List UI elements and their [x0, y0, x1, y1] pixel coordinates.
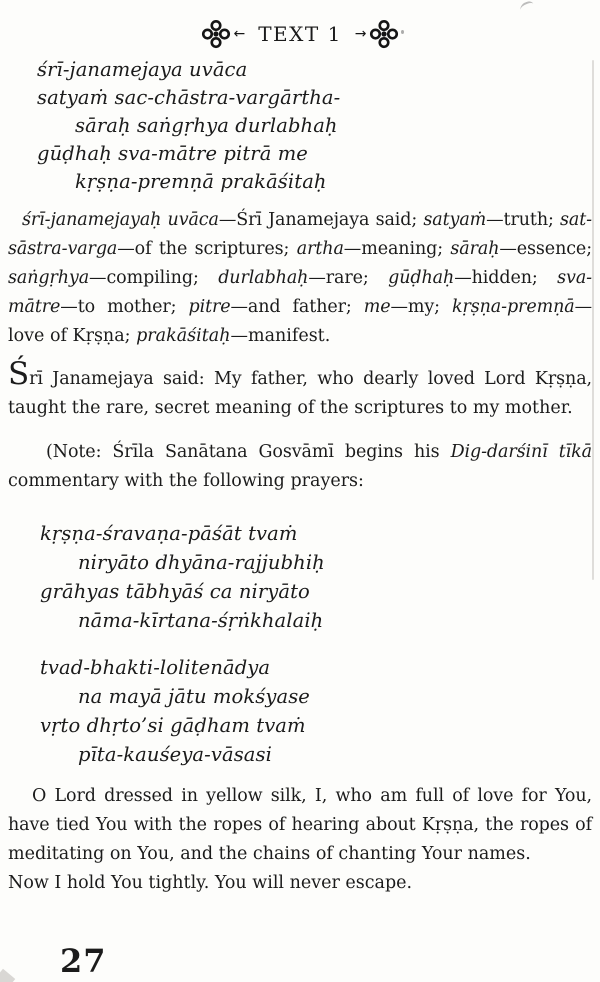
ornament-right	[355, 19, 399, 49]
scan-speck-artifact	[401, 30, 404, 34]
verse-line: satyaṁ sac-chāstra-vargārtha-	[37, 86, 341, 109]
verse-line: nāma-kīrtana-śṛṅkhalaiḥ	[78, 609, 324, 632]
glossary-paragraph	[8, 206, 592, 351]
fleuron-icon	[201, 19, 231, 49]
closing-line: meditating on You, and the chains of chanting Your names.	[8, 844, 531, 864]
glossary-line: mātre—to mother; pitre—and father; me—my; kṛṣṇa-premṇā—	[8, 297, 592, 317]
ornament-left	[201, 19, 245, 49]
verse-line: kṛṣṇa-premṇā prakāśitaḥ	[75, 170, 327, 193]
page-title: TEXT 1	[258, 22, 342, 46]
verse-line: kṛṣṇa-śravaṇa-pāśāt tvaṁ	[40, 522, 298, 545]
scan-corner-artifact	[0, 969, 15, 982]
verse-line: pīta-kauśeya-vāsasi	[78, 743, 272, 766]
note-paragraph	[8, 438, 592, 496]
glossary-line: saṅgṛhya—compiling; durlabhaḥ—rare; gūḍhaḥ—hidden; sva-	[8, 268, 592, 288]
closing-line: Now I hold You tightly. You will never escape.	[8, 873, 413, 893]
translation-paragraph	[8, 356, 592, 423]
verse-line: tvad-bhakti-lolitenādya	[40, 656, 271, 679]
verse-line: niryāto dhyāna-rajjubhiḥ	[78, 551, 325, 574]
closing-line: O Lord dressed in yellow silk, I, who am full of love for You,	[32, 786, 592, 806]
note-line: (Note: Śrīla Sanātana Gosvāmī begins his Dig-darśinī tīkā	[46, 442, 592, 462]
verse-line: gūḍhaḥ sva-mātre pitrā me	[37, 142, 308, 165]
arrow-right-icon: →	[354, 26, 367, 42]
verse-line: grāhyas tābhyāś ca niryāto	[40, 580, 310, 603]
fleuron-icon	[369, 19, 399, 49]
verse-line: sāraḥ saṅgṛhya durlabhaḥ	[75, 114, 338, 137]
scan-smudge-artifact	[519, 0, 535, 14]
glossary-line: sāstra-varga—of the scriptures; artha—meaning; sāraḥ—essence;	[8, 239, 592, 259]
verse-line: na mayā jātu mokśyase	[78, 685, 310, 708]
note-line: commentary with the following prayers:	[8, 471, 364, 491]
scan-edge-artifact	[592, 60, 594, 580]
translation-line: Śrī Janamejaya said: My father, who dearly loved Lord Kṛṣṇa,	[8, 356, 592, 392]
closing-paragraph	[8, 782, 592, 898]
verse-line: vṛto dhṛto’si gāḍham tvaṁ	[40, 714, 306, 737]
sanskrit-verse-2	[40, 519, 325, 635]
glossary-line: love of Kṛṣṇa; prakāśitaḥ—manifest.	[8, 326, 331, 346]
sanskrit-verse-3	[40, 653, 310, 769]
verse-line: śrī-janamejaya uvāca	[37, 58, 248, 81]
page-header	[0, 14, 600, 54]
translation-line: taught the rare, secret meaning of the scriptures to my mother.	[8, 398, 573, 418]
glossary-line: śrī-janamejayaḥ uvāca—Śrī Janamejaya said; satyaṁ—truth; sat-	[22, 210, 592, 230]
arrow-left-icon: ←	[233, 26, 246, 42]
page-number: 27	[60, 942, 107, 980]
closing-line: have tied You with the ropes of hearing about Kṛṣṇa, the ropes of	[8, 815, 592, 835]
sanskrit-verse-1	[37, 56, 340, 196]
